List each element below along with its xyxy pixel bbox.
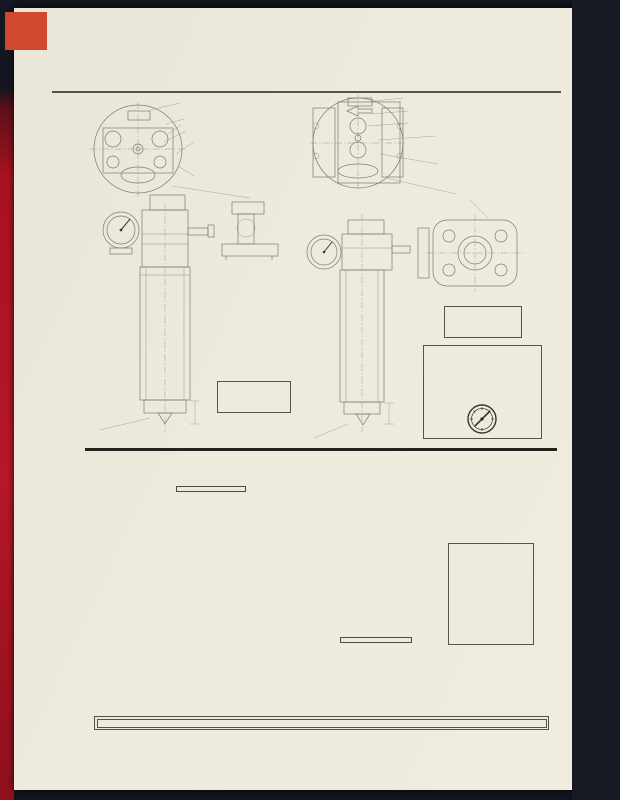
fa-fb-diagram-label <box>217 381 291 413</box>
optional-1588-indicator-note <box>423 345 542 439</box>
pressure-gauge-icon <box>463 402 501 438</box>
filter-size-selection-note <box>94 716 549 730</box>
page-top-rule <box>52 91 561 93</box>
comb-binding <box>572 0 620 800</box>
henry-ford-logo <box>5 12 47 50</box>
rfa-rfb-diagram-label <box>444 306 522 338</box>
section-divider-rule <box>85 448 557 451</box>
pressure-drop-chart <box>108 463 448 715</box>
bypass-spring-1571-label <box>340 637 412 643</box>
note-box <box>448 543 534 645</box>
bypass-spring-1570-label <box>176 486 246 492</box>
book-spine <box>0 0 14 800</box>
optional-1588-body <box>424 348 541 349</box>
